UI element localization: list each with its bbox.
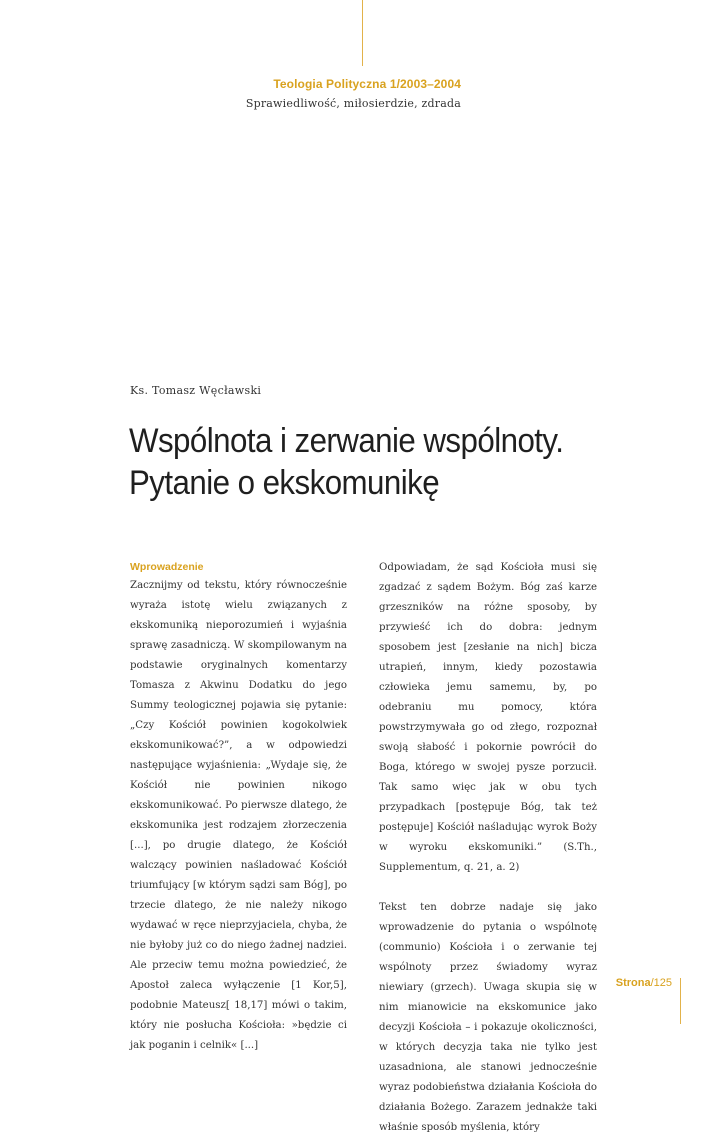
title-line-2: Pytanie o ekskomunikę <box>129 464 440 502</box>
bottom-rule <box>680 978 681 1024</box>
article-author: Ks. Tomasz Węcławski <box>130 384 262 397</box>
journal-title: Teologia Polityczna 1/2003–2004 <box>273 77 461 91</box>
page-number: 125 <box>653 977 672 989</box>
footer-separator: / <box>650 977 654 989</box>
article-title <box>129 420 563 504</box>
right-column <box>379 558 597 1138</box>
intro-paragraph: Zacznijmy od tekstu, który równocześnie wyraża istotę wielu związanych z ekskomuniką nieporozumień i wyjaśnia sprawę zasadniczą. W skompilowanym na podstawie oryginalnych komentarzy Tomasza z Akwinu Dodatku do jego Summy teologicznej pojawia się pytanie: „Czy Kościół powinien kogokolwiek ekskomunikować?”, a w odpowiedzi następujące wyjaśnienia: „Wydaje się, że Kościół nie powinien nikogo ekskomunikować. Po pierwsze dlatego, że ekskomunika jest rodzajem złorzeczenia [...], po drugie dlatego, że Kościół walczący powinien naśladować Kościół triumfujący [w którym sądzi sam Bóg], po trzecie dlatego, że nie należy nikogo wydawać w ręce nieprzyjaciela, chyba, że nie byłoby już co do niego żadnej nadziei. Ale przeciw temu można powiedzieć, że Apostoł zaleca wyłączenie [1 Kor,5], podobnie Mateusz[ 18,17] mówi o takim, który nie posłucha Kościoła: »będzie ci jak poganin i celnik« [...] <box>130 580 347 1051</box>
quote-paragraph: Odpowiadam, że sąd Kościoła musi się zgadzać z sądem Bożym. Bóg zaś karze grzeszników na różne sposoby, by przywieść ich do dobra: jednym sposobem jest [zesłanie na nich] bicza utrapień, innym, kiedy pozostawia człowieka jemu samemu, by, po odebraniu mu pomocy, która powstrzymywała go od złego, rozpoznał swoją słabość i pokornie powrócił do Boga, którego w swojej pysze porzucił. Tak samo więc jak w obu tych przypadkach [postępuje Bóg, tak też postępuje] Kościół naśladując wyrok Boży w wyroku ekskomuniki.” (S.Th., Supplementum, q. 21, a. 2) <box>379 562 597 873</box>
left-column <box>130 558 347 1056</box>
footer-label: Strona <box>615 977 651 989</box>
paragraph-gap <box>379 878 597 898</box>
section-heading: Wprowadzenie <box>130 561 204 573</box>
issue-subtitle: Sprawiedliwość, miłosierdzie, zdrada <box>245 97 461 110</box>
commentary-paragraph: Tekst ten dobrze nadaje się jako wprowadzenie do pytania o wspólnotę (communio) Kościoła i o zerwanie tej wspólnoty przez świadomy wyraz niewiary (grzech). Uwaga skupia się w nim mianowicie na ekskomunice jako decyzji Kościoła – i pokazuje okoliczności, w których decyzja taka nie tylko jest uzasadniona, ale stanowi jednocześnie wyraz podobieństwa działania Kościoła do działania Bożego. Zarazem jednakże taki właśnie sposób myślenia, który <box>379 902 597 1133</box>
title-line-1: Wspólnota i zerwanie wspólnoty. <box>129 422 564 460</box>
top-rule <box>362 0 363 66</box>
journal-header <box>246 77 461 110</box>
page-footer <box>616 977 672 989</box>
